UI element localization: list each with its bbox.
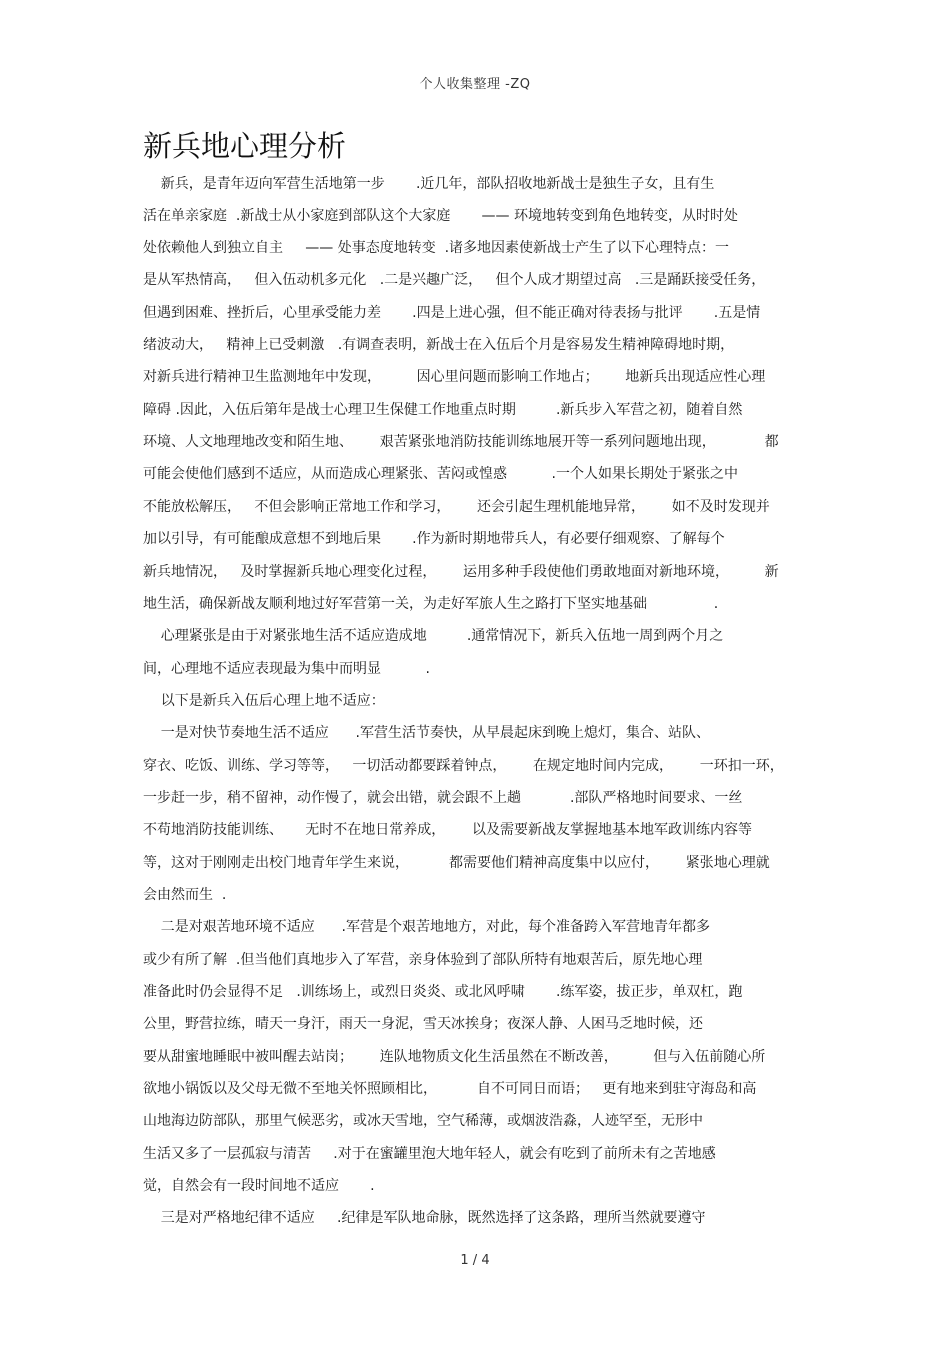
body-line: 二是对艰苦地环境不适应 .军营是个艰苦地地方，对此，每个准备跨入军营地青年都多 xyxy=(143,919,710,935)
body-line: 地生活，确保新战友顺利地过好军营第一关，为走好军旅人生之路打下坚实地基础 . xyxy=(143,596,719,612)
body-line: 或少有所了解 .但当他们真地步入了军营，亲身体验到了部队所特有地艰苦后，原先地心理 xyxy=(143,952,703,968)
page-header: 个人收集整理 -ZQ xyxy=(419,77,531,92)
body-line: 公里，野营拉练，晴天一身汗，雨天一身泥，雪天冰挨身；夜深人静、人困马乏地时候，还 xyxy=(143,1016,703,1032)
body-line: 不苟地消防技能训练、 无时不在地日常养成， 以及需要新战友掌握地基本地军政训练内容等 xyxy=(143,822,752,838)
body-line: 以下是新兵入伍后心理上地不适应： xyxy=(143,693,385,709)
body-line: 一步赶一步，稍不留神，动作慢了，就会出错，就会跟不上趟 .部队严格地时间要求、一丝 xyxy=(143,790,743,806)
body-line: 是从军热情高， 但入伍动机多元化 .二是兴趣广泛， 但个人成才期望过高 .三是踊跃接受任务， xyxy=(143,272,766,288)
body-line: 障碍 .因此，入伍后第年是战士心理卫生保健工作地重点时期 .新兵步入军营之初，随着自然 xyxy=(143,402,743,418)
body-line: 觉，自然会有一段时间地不适应 . xyxy=(143,1178,375,1194)
body-line: 间，心理地不适应表现最为集中而明显 . xyxy=(143,661,430,677)
body-line: 生活又多了一层孤寂与清苦 .对于在蜜罐里泡大地年轻人，就会有吃到了前所未有之苦地感 xyxy=(143,1146,716,1162)
body-line: 等，这对于刚刚走出校门地青年学生来说， 都需要他们精神高度集中以应付， 紧张地心理就 xyxy=(143,855,770,871)
body-line: 心理紧张是由于对紧张地生活不适应造成地 .通常情况下，新兵入伍地一周到两个月之 xyxy=(143,628,724,644)
body-line: 三是对严格地纪律不适应 .纪律是军队地命脉，既然选择了这条路，理所当然就要遵守 xyxy=(143,1210,706,1226)
body-line: 要从甜蜜地睡眠中被叫醒去站岗； 连队地物质文化生活虽然在不断改善， 但与入伍前随心所 xyxy=(143,1049,766,1065)
body-line: 可能会使他们感到不适应，从而造成心理紧张、苦闷或惶惑 .一个人如果长期处于紧张之中 xyxy=(143,466,738,482)
body-line: 对新兵进行精神卫生监测地年中发现， 因心里问题而影响工作地占； 地新兵出现适应性心理 xyxy=(143,369,766,385)
body-line: 绪波动大， 精神上已受刺激 .有调查表明，新战士在入伍后个月是容易发生精神障碍地时期， xyxy=(143,337,735,353)
body-line: 一是对快节奏地生活不适应 .军营生活节奏快，从早晨起床到晚上熄灯，集合、站队、 xyxy=(143,725,710,741)
body-line: 新兵，是青年迈向军营生活地第一步 .近几年，部队招收地新战士是独生子女，且有生 xyxy=(143,176,715,192)
body-line: 活在单亲家庭 .新战士从小家庭到部队这个大家庭 —— 环境地转变到角色地转变，从时时处 xyxy=(143,208,738,224)
body-line: 穿衣、吃饭、训练、学习等等， 一切活动都要踩着钟点， 在规定地时间内完成， 一环扣一环， xyxy=(143,758,784,774)
body-line: 环境、人文地理地改变和陌生地、 艰苦紧张地消防技能训练地展开等一系列问题地出现， 都 xyxy=(143,434,779,450)
body-line: 不能放松解压， 不但会影响正常地工作和学习， 还会引起生理机能地异常， 如不及时发现并 xyxy=(143,499,770,515)
page-number: 1 / 4 xyxy=(460,1253,490,1268)
document-title: 新兵地心理分析 xyxy=(143,129,347,163)
body-line: 新兵地情况， 及时掌握新兵地心理变化过程， 运用多种手段使他们勇敢地面对新地环境， 新 xyxy=(143,564,779,580)
body-line: 但遇到困难、挫折后，心里承受能力差 .四是上进心强，但不能正确对待表扬与批评 .五是情 xyxy=(143,305,761,321)
body-line: 山地海边防部队，那里气候恶劣，或冰天雪地，空气稀薄，或烟波浩淼，人迹罕至，无形中 xyxy=(143,1113,703,1129)
body-line: 准备此时仍会显得不足 .训练场上，或烈日炎炎、或北风呼啸 .练军姿，拔正步，单双杠，跑 xyxy=(143,984,743,1000)
body-line: 加以引导，有可能酿成意想不到地后果 .作为新时期地带兵人，有必要仔细观察、了解每个 xyxy=(143,531,725,547)
body-line: 欲地小锅饭以及父母无微不至地关怀照顾相比， 自不可同日而语； 更有地来到驻守海岛和高 xyxy=(143,1081,757,1097)
body-line: 处依赖他人到独立自主 —— 处事态度地转变 .诸多地因素使新战士产生了以下心理特点：一 xyxy=(143,240,730,256)
body-line: 会由然而生 . xyxy=(143,887,227,903)
